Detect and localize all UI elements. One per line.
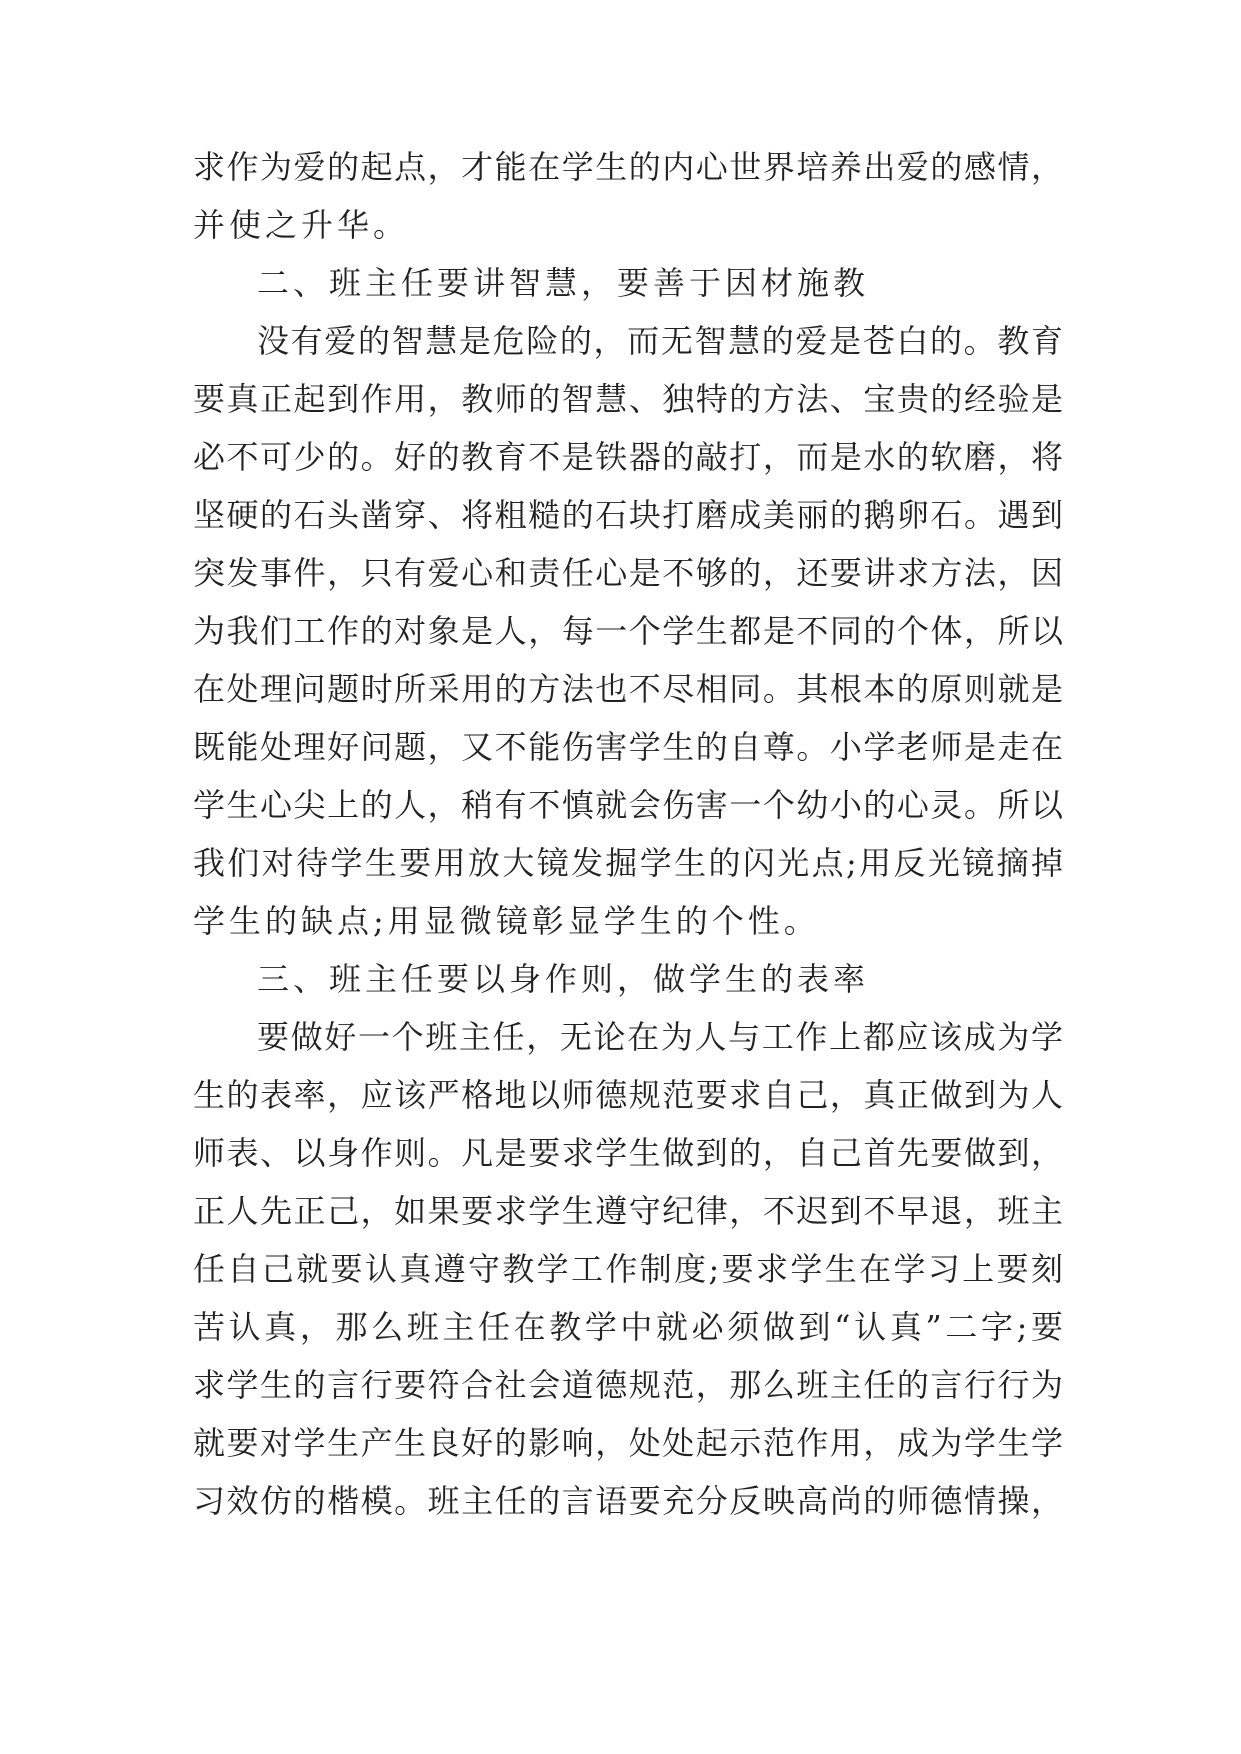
text-line: 正人先正己，如果要求学生遵守纪律，不迟到不早退，班主 (193, 1192, 1063, 1230)
text-line: 为我们工作的对象是人，每一个学生都是不同的个体，所以 (193, 612, 1063, 650)
text-line: 就要对学生产生良好的影响，处处起示范作用，成为学生学 (193, 1424, 1063, 1462)
text-line: 要真正起到作用，教师的智慧、独特的方法、宝贵的经验是 (193, 380, 1063, 418)
text-line: 并使之升华。 (193, 206, 410, 244)
text-line: 学生心尖上的人，稍有不慎就会伤害一个幼小的心灵。所以 (193, 786, 1063, 824)
text-line: 苦认真，那么班主任在教学中就必须做到“认真”二字;要 (193, 1308, 1063, 1346)
text-line: 突发事件，只有爱心和责任心是不够的，还要讲求方法，因 (193, 554, 1063, 592)
section-heading: 三、班主任要以身作则，做学生的表率 (257, 960, 870, 998)
text-line: 没有爱的智慧是危险的，而无智慧的爱是苍白的。教育 (257, 322, 1063, 360)
text-line: 生的表率，应该严格地以师德规范要求自己，真正做到为人 (193, 1076, 1063, 1114)
text-line: 习效仿的楷模。班主任的言语要充分反映高尚的师德情操， (193, 1482, 1063, 1520)
text-line: 既能处理好问题，又不能伤害学生的自尊。小学老师是走在 (193, 728, 1063, 766)
text-line: 求学生的言行要符合社会道德规范，那么班主任的言行行为 (193, 1366, 1063, 1404)
text-line: 求作为爱的起点，才能在学生的内心世界培养出爱的感情， (193, 148, 1063, 186)
text-line: 在处理问题时所采用的方法也不尽相同。其根本的原则就是 (193, 670, 1063, 708)
text-line: 任自己就要认真遵守教学工作制度;要求学生在学习上要刻 (193, 1250, 1063, 1288)
text-line: 我们对待学生要用放大镜发掘学生的闪光点;用反光镜摘掉 (193, 844, 1063, 882)
text-line: 学生的缺点;用显微镜彰显学生的个性。 (193, 902, 820, 940)
text-line: 要做好一个班主任，无论在为人与工作上都应该成为学 (257, 1018, 1063, 1056)
section-heading: 二、班主任要讲智慧，要善于因材施教 (257, 264, 870, 302)
text-line: 坚硬的石头凿穿、将粗糙的石块打磨成美丽的鹅卵石。遇到 (193, 496, 1063, 534)
text-line: 师表、以身作则。凡是要求学生做到的，自己首先要做到， (193, 1134, 1063, 1172)
text-line: 必不可少的。好的教育不是铁器的敲打，而是水的软磨，将 (193, 438, 1063, 476)
